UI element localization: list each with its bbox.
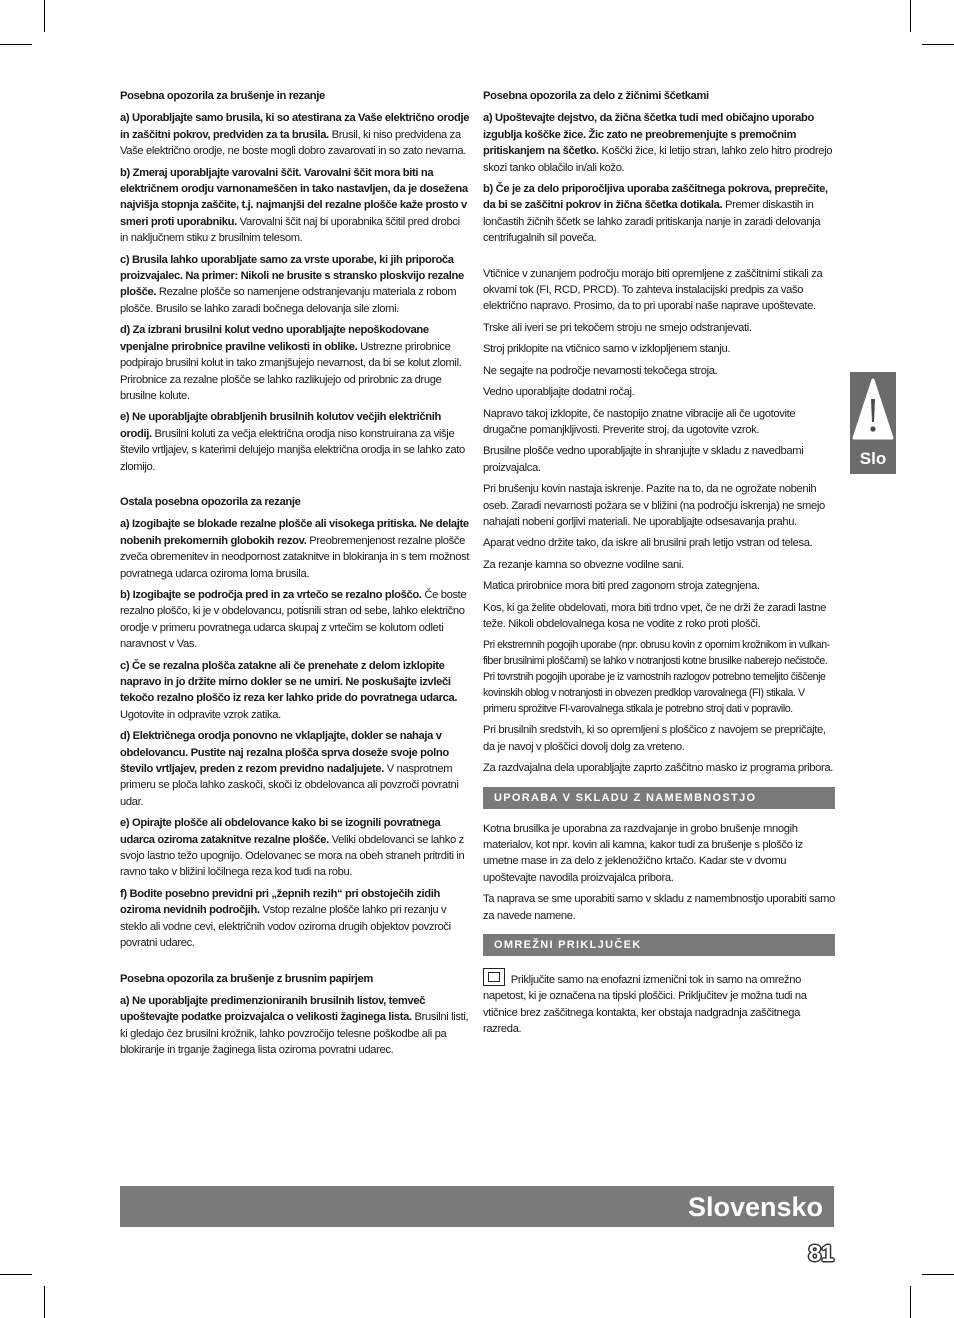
paragraph — [120, 658, 470, 724]
paragraph: Ta naprava se sme uporabiti samo v skladu z namembnostjo uporabiti samo za navede namene. — [483, 893, 835, 922]
paragraph: Trske ali iveri se pri tekočem stroju ne smejo odstranjevati. — [483, 321, 752, 334]
bold-text: e) Ne uporabljajte obrabljenih brusilnih kolutov večjih električnih orodij. — [120, 411, 441, 440]
paragraph: Kotna brusilka je uporabna za razdvajanje in grobo brušenje mnogih materialov, kot npr. kovin ali kamna, kakor tudi za brušenje s ploščo iz umetne mase in za delo z jeklenožično krtačo. Kadar ste v dvomu upoštevajte navodila proizvajalca pribora. — [483, 822, 803, 884]
paragraph — [120, 409, 470, 475]
left-column — [120, 88, 470, 1064]
paragraph: Aparat vedno držite tako, da iskre ali brusilni prah letijo vstran od telesa. — [483, 537, 813, 550]
bold-text: b) Če je za delo priporočljiva uporaba zaščitnega pokrova, preprečite, da bi se zaščitni pokrov in žična ščetka dotikala. — [483, 183, 828, 212]
crop-mark — [44, 1286, 45, 1318]
bold-text: a) Upoštevajte dejstvo, da žična ščetka tudi med običajno uporabo izgublja koščke žice. Žic zato ne preobremenjujte s premočnim pritiskanjem na ščetko. — [483, 112, 814, 158]
section-heading: Posebna opozorila za brušenje z brusnim papirjem — [120, 972, 374, 985]
paragraph — [120, 165, 470, 247]
bold-text: a) Izogibajte se blokade rezalne plošče ali visokega pritiska. Ne delajte nobenih prekomernih globokih rezov. — [120, 518, 469, 547]
paragraph — [120, 993, 470, 1059]
crop-mark — [44, 0, 45, 32]
section-heading: Ostala posebna opozorila za rezanje — [120, 495, 301, 508]
body-text: Brusil, ki niso predvidena za Vaše električno orodje, ne boste mogli dobro zavarovati in so zato nevarna. — [120, 128, 467, 158]
paragraph: Napravo takoj izklopite, če nastopijo znatne vibracije ali če ugotovite drugačne pomanjkljivosti. Preverite stroj, da ugotovite vzrok. — [483, 407, 796, 436]
bold-text: d) Električnega orodja ponovno ne vklapljajte, dokler se nahaja v obdelovancu. Pustite naj rezalna plošča sprva doseže svoje polno število vrtljajev, preden z rezom previdno nadaljujete. — [120, 730, 449, 776]
crop-mark — [910, 0, 911, 32]
body-text: Veliki obdelovanci se lahko z svojo lastno težo upognijo. Odelovanec se mora na obeh straneh pritrditi in ravno tako v bližini ločilnega reza kod tudi na robu. — [120, 833, 465, 879]
body-text: Ugotovite in odpravite vzrok zatika. — [120, 708, 281, 721]
paragraph — [483, 181, 835, 247]
bold-text: c) Brusila lahko uporabljate samo za vrste uporabe, ki jih priporoča proizvajalec. Na primer: Nikoli ne brusite s stransko ploskvijo rezalne plošče. — [120, 253, 464, 299]
crop-mark — [910, 1286, 911, 1318]
crop-mark — [0, 44, 32, 45]
body-text: Brusilni koluti za večja električna orodja niso konstruirana za višje število vrtljajev, s katerimi delujejo manjša električna orodja in se lahko zato zlomijo. — [120, 427, 465, 473]
language-tab-label: Slo — [859, 449, 887, 468]
body-text: Premer diskastih in lončastih žičnih ščetk se lahko zaradi pritiskanja nanje in zaradi delovanja centrifugalnih sil poveča. — [483, 199, 821, 245]
crop-mark — [922, 1274, 954, 1275]
paragraph: Pri brušenju kovin nastaja iskrenje. Pazite na to, da ne ogrožate nobenih oseb. Zaradi nevarnosti požara se v bližini (na področju iskrenja) ne smejo nahajati nobeni gorljivi materiali. Ne uporabljajte odsesavanja prahu. — [483, 483, 825, 528]
bold-text: c) Če se rezalna plošča zatakne ali če prenehate z delom izklopite napravo in jo držite mirno dokler se ne umiri. Ne poskušajte izvleči tekočo rezalno ploščo iz reza ker lahko pride do povratnega udarca. — [120, 659, 458, 705]
paragraph — [120, 728, 470, 810]
body-text: Preobremenjenost rezalne plošče zveča obremenitev in neodpornost zataknitve in blokiranja in s tem možnost povratnega udarca oziroma loma brusila. — [120, 534, 470, 580]
paragraph: Matica prirobnice mora biti pred zagonom stroja zategnjena. — [483, 580, 760, 593]
language-tab — [850, 372, 896, 474]
section-bar-intended-use: UPORABA V SKLADU Z NAMEMBNOSTJO — [483, 787, 835, 809]
body-text: Vstop rezalne plošče lahko pri rezanju v steklo ali vodne cevi, električnih vodov oziroma drugih objektov povzroči povratni udarec. — [120, 904, 451, 950]
paragraph: Stroj priklopite na vtičnico samo v izklopljenem stanju. — [483, 343, 731, 356]
paragraph: Vedno uporabljajte dodatni ročaj. — [483, 386, 635, 399]
crop-mark — [922, 44, 954, 45]
paragraph: Pri brusilnih sredstvih, ki so opremljeni s ploščico z navojem se prepričajte, da je navoj v ploščici dovolj dolg za vreteno. — [483, 724, 826, 753]
bold-text: d) Za izbrani brusilni kolut vedno uporabljajte nepoškodovane vpenjalne prirobnice pravilne velikosti in oblike. — [120, 324, 429, 353]
bold-text: f) Bodite posebno previdni pri „žepnih rezih“ pri obstoječih zidih oziroma nevidnih področjih. — [120, 887, 440, 917]
bold-text: a) Uporabljajte samo brusila, ki so atestirana za Vaše električno orodje in zaščitni pokrov, predviden za ta brusila. — [120, 112, 470, 141]
body-text: Brusilni listi, ki gledajo čez brusilni krožnik, lahko povzročijo telesne poškodbe ali pa blokiranje in trganje žaginega lista oziroma povratni udarec. — [120, 1011, 469, 1057]
paragraph: Za rezanje kamna so obvezne vodilne sani. — [483, 558, 684, 571]
paragraph: Kos, ki ga želite obdelovati, mora biti trdno vpet, če ne drži že zaradi lastne teže. Nikoli obdelovalnega kosa ne vodite z roko proti plošči. — [483, 601, 826, 630]
paragraph — [120, 110, 470, 159]
footer-language-title: Slovensko — [687, 1192, 823, 1222]
paragraph — [120, 587, 470, 653]
body-text: Varovalni ščit naj bi uporabnika ščitil pred drobci in naključnem stiku z brusilnim telesom. — [120, 215, 460, 245]
paragraph — [120, 886, 470, 952]
paragraph: Ne segajte na področje nevarnosti tekočega stroja. — [483, 364, 718, 377]
body-text: V nasprotnem primeru se ploča lahko zaskoči, skoči iz obdelovanca ali povzroči povratni udar. — [120, 763, 459, 808]
bold-text: b) Zmeraj uporabljajte varovalni ščit. Varovalni ščit mora biti na električnem orodju varnonameščen in tako nastavljen, da je dosežena najvišja stopnja zaščite, t.j. najmanjši del rezalne plošče kaže prosto v smeri proti uporabniku. — [120, 166, 468, 228]
paragraph — [120, 516, 470, 582]
right-column — [483, 88, 835, 1043]
warning-icon — [850, 372, 896, 446]
body-text: Rezalne plošče so namenjene odstranjevanju materiala z robom plošče. Brusilo se lahko zaradi bočnega delovanja sile zlomi. — [120, 286, 457, 315]
section-heading: Posebna opozorila za delo z žičnimi ščetkami — [483, 90, 709, 102]
body-text: Ustrezne prirobnice podpirajo brusilni kolut in tako zmanjšujejo nevarnost, da bi se kolut zlomil. Prirobnice za rezalne plošče se lahko razlikujejo od prirobnic za druge brusilne kolute. — [120, 340, 462, 402]
paragraph — [120, 322, 470, 404]
paragraph — [120, 815, 470, 881]
paragraph — [483, 968, 835, 1038]
bold-text: a) Ne uporabljajte predimenzioniranih brusilnih listov, temveč upoštevajte podatke proizvajalca o velikosti žaginega lista. — [120, 994, 426, 1024]
paragraph: Pri ekstremnih pogojih uporabe (npr. obrusu kovin z opornim krožnikom in vulkan-fiber brusilnimi ploščami) se lahko v notranjosti kotne brusilke naberejo nečistoče. Pri tovrstnih pogojih uporabe je iz varnostnih razlogov potrebno temeljito čiščenje kovinskih oblog v notranjosti in obvezen predklop varovalnega (FI) stikala. V primeru sprožitve FI-varovalnega stikala je potrebno stroj dati v popravilo. — [483, 639, 830, 716]
footer-bar — [120, 1186, 834, 1227]
section-bar-mains-connection: OMREŽNI PRIKLJUČEK — [483, 934, 835, 956]
page-number: 81 — [808, 1240, 834, 1266]
section-heading: Posebna opozorila za brušenje in rezanje — [120, 90, 325, 102]
body-text: Če boste rezalno ploščo, ki je v obdelovancu, potisnili stran od sebe, lahko električno orodje v primeru povratnega udarca skupaj z vrtečim se kolutom odleti naravnost v Vas. — [120, 588, 467, 651]
protection-class-icon — [483, 968, 505, 986]
paragraph: Brusilne plošče vedno uporabljajte in shranjujte v skladu z navedbami proizvajalca. — [483, 445, 804, 474]
body-text: Priključite samo na enofazni izmenični tok in samo na omrežno napetost, ki je označena na tipski ploščici. Priključitev je možna tudi na vtičnice brez zaščitnega kontakta, ker obstaja nadgradnja zaščitnega razreda. — [483, 974, 807, 1036]
paragraph: Vtičnice v zunanjem področju morajo biti opremljene z zaščitnimi stikali za okvarni tok (FI, RCD, PRCD). To zahteva instalacijski predpis za vašo električno napravo. Prosimo, da to pri uporabi naše naprave upoštevate. — [483, 267, 823, 313]
paragraph — [483, 110, 835, 176]
crop-mark — [0, 1274, 32, 1275]
paragraph — [120, 252, 470, 318]
bold-text: e) Opirajte plošče ali obdelovance kako bi se izognili povratnega udarca oziroma zataknitve rezalne plošče. — [120, 817, 441, 846]
bold-text: b) Izogibajte se področja pred in za vrtečo se rezalno ploščo. — [120, 588, 422, 601]
body-text: Koščki žice, ki letijo stran, lahko zelo hitro prodrejo skozi tanko oblačilo in/ali kožo. — [483, 145, 833, 174]
paragraph: Za razdvajalna dela uporabljajte zaprto zaščitno masko iz programa pribora. — [483, 762, 833, 775]
